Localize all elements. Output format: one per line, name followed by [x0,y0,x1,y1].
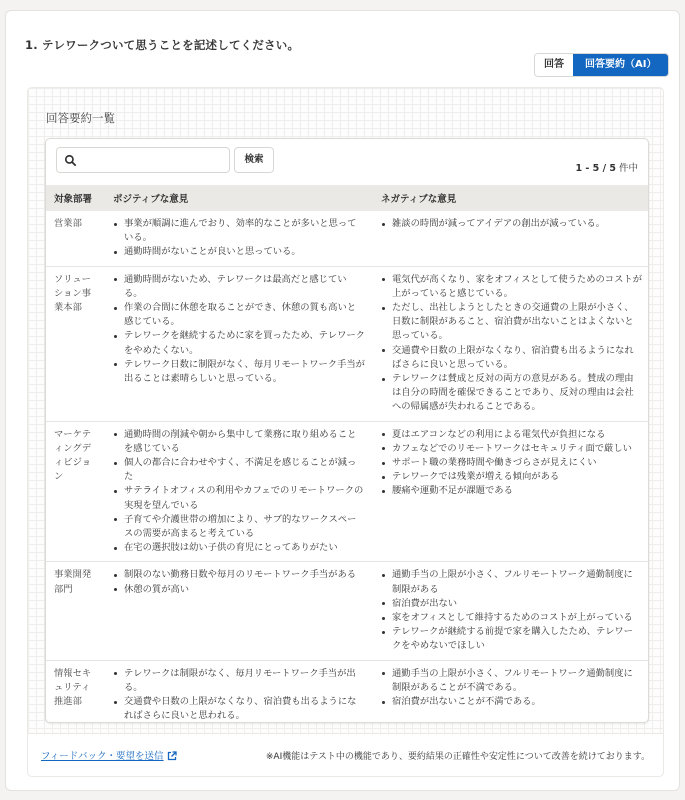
list-item: テレワークは賛成と反対の両方の意見がある。賛成の理由は自分の時間を確保できることであり、反対の理由は会社への帰属感が失われることである。 [381,372,642,415]
table-row [46,266,649,421]
list-item: テレワークは制限がなく、毎月リモートワーク手当が出る。 [113,667,365,695]
list-item: 雑談の時間が減ってアイデアの創出が減っている。 [381,217,642,231]
table-row [46,211,649,266]
list-item: カフェなどでのリモートワークはセキュリティ面で厳しい [381,442,642,456]
summary-table [46,185,649,723]
list-item: 通勤時間の削減や朝から集中して業務に取り組めることを感じている [113,428,365,456]
list-item: 電気代が高くなり、家をオフィスとして使うためのコストが上がっていると感じている。 [381,273,642,301]
list-item: サポート職の業務時間や働きづらさが見えにくい [381,456,642,470]
list-item: 子育てや介護世帯の増加により、サブ的なワークスペースの需要が高まると考えている [113,513,365,541]
list-item: 交通費や日数の上限がなくなり、宿泊費も出るようになればさらに良いと思っている。 [381,344,642,372]
negative-cell [373,211,649,266]
department-cell: マーケティングディビジョン [46,421,105,562]
tab-ai-summary[interactable]: 回答要約（AI） [573,54,668,76]
list-item: 個人の都合に合わせやすく、不満足を感じることが減った [113,456,365,484]
search-button[interactable]: 検索 [234,147,274,173]
list-item: テレワークが継続する前提で家を購入したため、テレワークをやめないでほしい [381,625,642,653]
list-item: 事業が順調に進んでおり、効率的なことが多いと思っている。 [113,217,365,245]
department-cell: 営業部 [54,218,82,229]
negative-cell [373,660,649,723]
panel-title: 回答要約一覧 [46,111,115,125]
feedback-link[interactable] [41,748,177,762]
summary-footer [27,733,664,777]
list-item: 腰痛や運動不足が課題である [381,484,642,498]
list-item: 通勤時間がないため、テレワークは最高だと感じている。 [113,273,365,301]
search-input[interactable] [81,150,227,170]
list-item: 作業の合間に休憩を取ることができ、休憩の質も高いと感じている。 [113,301,365,329]
positive-cell [105,660,373,723]
list-item: 宿泊費が出ない [381,597,642,611]
search-icon [64,154,77,167]
list-item: 制限のない勤務日数や毎月のリモートワーク手当がある [113,568,365,582]
list-item: 休憩の質が高い [113,583,365,597]
tab-answers[interactable]: 回答 [535,54,573,76]
list-item: 家をオフィスとして維持するためのコストが上がっている [381,611,642,625]
positive-cell [105,266,373,421]
column-header-positive: ポジティブな意見 [105,185,373,211]
search-box[interactable] [56,147,230,173]
pagination-info [575,160,638,174]
positive-cell [105,211,373,266]
pagination-range: 1 - 5 / 5 [575,163,616,174]
list-item: 在宅の選択肢は幼い子供の育児にとってありがたい [113,541,365,555]
table-row [46,421,649,562]
feedback-link-label: フィードバック・要望を送信 [41,751,164,762]
negative-cell [373,266,649,421]
negative-cell [373,562,649,660]
list-item: テレワークを継続するために家を買ったため、テレワークをやめたくない。 [113,329,365,357]
positive-cell [105,562,373,660]
summary-panel [27,87,664,733]
negative-cell [373,421,649,562]
table-row [46,660,649,723]
department-cell: ソリューション事業本部 [46,266,105,421]
list-item: 通勤手当の上限が小さく、フルリモートワーク通勤制度に制限がある [381,568,642,596]
external-link-icon [167,751,177,761]
column-header-negative: ネガティブな意見 [373,185,649,211]
list-item: サテライトオフィスの利用やカフェでのリモートワークの実現を望んでいる [113,484,365,512]
pagination-suffix: 件中 [615,163,638,174]
list-item: 宿泊費が出ないことが不満である。 [381,695,642,709]
summary-table-card [45,138,649,723]
list-item: テレワークでは残業が増える傾向がある [381,470,642,484]
department-cell: 情報セキュリティ推進部 [46,660,105,723]
list-item: ただし、出社しようとしたときの交通費の上限が小さく、日数に制限があること、宿泊費が出ないことはよくないと思っている。 [381,301,642,344]
list-item: 通勤手当の上限が小さく、フルリモートワーク通勤制度に制限があることが不満である。 [381,667,642,695]
column-header-department: 対象部署 [46,185,105,211]
list-item: 夏はエアコンなどの利用による電気代が負担になる [381,428,642,442]
view-toggle [534,53,669,77]
positive-cell [105,421,373,562]
table-header-row [46,185,649,211]
department-cell: 事業開発部門 [46,562,105,660]
table-row [46,562,649,660]
list-item: 通勤時間がないことが良いと思っている。 [113,245,365,259]
ai-disclaimer: ※AI機能はテスト中の機能であり、要約結果の正確性や安定性について改善を続けております。 [265,752,650,762]
list-item: テレワーク日数に制限がなく、毎月リモートワーク手当が出ることは素晴らしいと思っている。 [113,358,365,386]
question-card [5,10,680,791]
list-item: 交通費や日数の上限がなくなり、宿泊費も出るようになればさらに良いと思われる。 [113,695,365,723]
question-title: 1. テレワークついて思うことを記述してください。 [25,38,300,52]
